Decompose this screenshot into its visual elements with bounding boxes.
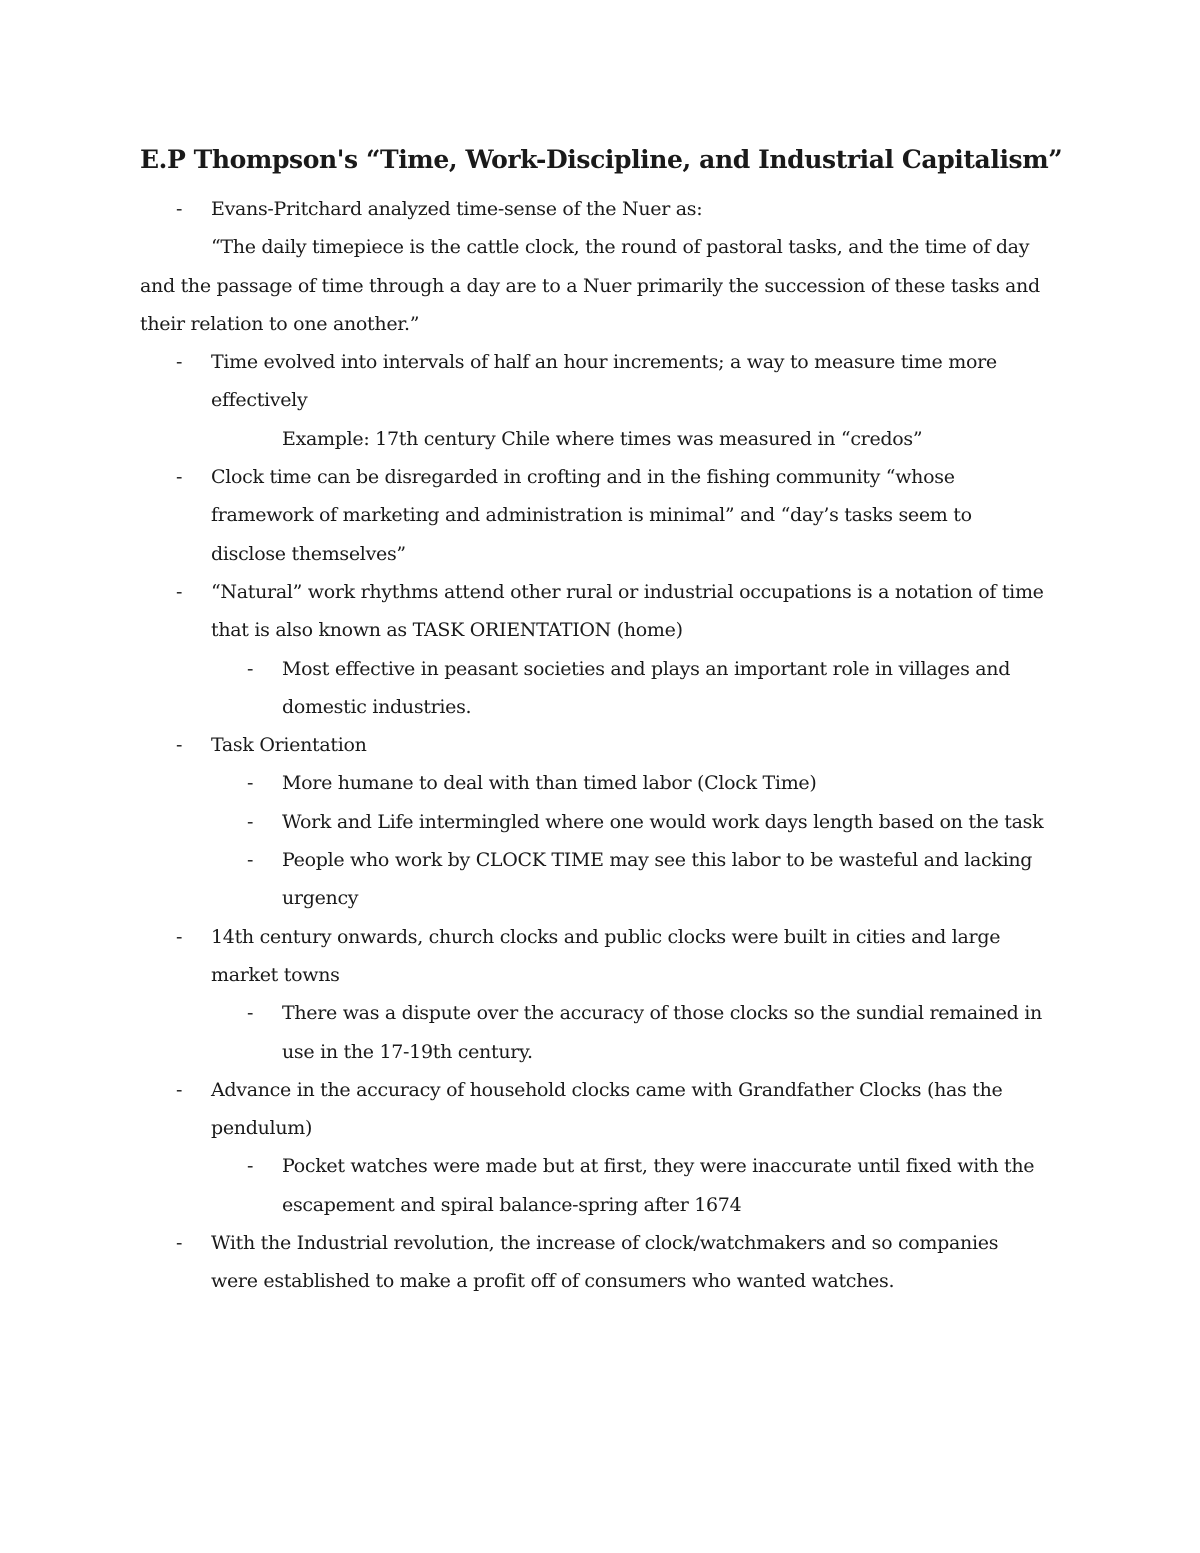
bullet-marker: - <box>247 849 254 872</box>
bullet-line <box>140 1071 1070 1109</box>
line-text: effectively <box>211 389 308 412</box>
bullet-marker: - <box>176 580 183 603</box>
bullet-marker: - <box>247 772 254 795</box>
line-text: There was a dispute over the accuracy of those clocks so the sundial remained in <box>282 1002 1042 1025</box>
line-text: Pocket watches were made but at first, they were inaccurate until fixed with the <box>282 1155 1035 1178</box>
bullet-marker: - <box>176 1232 183 1255</box>
line-text: More humane to deal with than timed labor (Clock Time) <box>282 772 817 795</box>
line-text: “The daily timepiece is the cattle clock, the round of pastoral tasks, and the time of day <box>211 236 1030 259</box>
bullet-marker: - <box>247 810 254 833</box>
line-text: 14th century onwards, church clocks and public clocks were built in cities and large <box>211 925 1001 948</box>
bullet-marker: - <box>247 1155 254 1178</box>
sub-bullet-line <box>140 764 1070 802</box>
bullet-marker: - <box>176 734 183 757</box>
continuation-line <box>140 879 1070 917</box>
line-text: use in the 17-19th century. <box>282 1040 533 1063</box>
bullet-marker: - <box>176 351 183 374</box>
line-text: Task Orientation <box>211 734 367 757</box>
bullet-line <box>140 573 1070 611</box>
bullet-line <box>140 726 1070 764</box>
line-text: Most effective in peasant societies and plays an important role in villages and <box>282 657 1011 680</box>
bullet-line <box>140 1224 1070 1262</box>
line-text: were established to make a profit off of consumers who wanted watches. <box>211 1270 895 1293</box>
sub-bullet-line <box>140 803 1070 841</box>
line-text: that is also known as TASK ORIENTATION (home) <box>211 619 683 642</box>
line-text: their relation to one another.” <box>140 312 420 335</box>
quote-line <box>140 267 1070 305</box>
continuation-line <box>140 381 1070 419</box>
line-text: Clock time can be disregarded in crofting and in the fishing community “whose <box>211 466 955 489</box>
line-text: Example: 17th century Chile where times was measured in “credos” <box>282 427 923 450</box>
bullet-line <box>140 458 1070 496</box>
line-text: Advance in the accuracy of household clocks came with Grandfather Clocks (has the <box>211 1078 1003 1101</box>
line-text: urgency <box>282 887 359 910</box>
bullet-marker: - <box>247 657 254 680</box>
line-text: pendulum) <box>211 1117 313 1140</box>
document-title: E.P Thompson's “Time, Work-Discipline, and Industrial Capitalism” <box>140 145 1063 174</box>
line-text: escapement and spiral balance-spring after 1674 <box>282 1193 742 1216</box>
bullet-marker: - <box>176 198 183 220</box>
sub-bullet-line <box>140 841 1070 879</box>
sub-bullet-line <box>140 650 1070 688</box>
line-text: and the passage of time through a day are to a Nuer primarily the succession of these tasks and <box>140 274 1040 297</box>
example-line <box>140 420 1070 458</box>
line-text: Time evolved into intervals of half an hour increments; a way to measure time more <box>211 351 997 374</box>
continuation-line <box>140 1109 1070 1147</box>
continuation-line <box>140 1262 1070 1300</box>
bullet-marker: - <box>176 925 183 948</box>
line-text: With the Industrial revolution, the increase of clock/watchmakers and so companies <box>211 1232 999 1255</box>
bullet-marker: - <box>176 466 183 489</box>
sub-bullet-line <box>140 1147 1070 1185</box>
line-text: framework of marketing and administration is minimal” and “day’s tasks seem to <box>211 504 972 527</box>
continuation-line <box>140 611 1070 649</box>
bullet-marker: - <box>176 1078 183 1101</box>
bullet-line <box>140 343 1070 381</box>
line-text: Work and Life intermingled where one would work days length based on the task <box>282 810 1044 833</box>
quote-line <box>140 305 1070 343</box>
continuation-line <box>140 535 1070 573</box>
line-text: People who work by CLOCK TIME may see this labor to be wasteful and lacking <box>282 849 1033 872</box>
quote-line <box>140 228 1070 266</box>
line-text: market towns <box>211 963 340 986</box>
bullet-line <box>140 190 1070 228</box>
line-text: “Natural” work rhythms attend other rural or industrial occupations is a notation of time <box>211 580 1044 603</box>
continuation-line <box>140 496 1070 534</box>
continuation-line <box>140 1186 1070 1224</box>
document-body <box>140 190 1070 1301</box>
line-text: domestic industries. <box>282 695 472 718</box>
sub-bullet-line <box>140 994 1070 1032</box>
bullet-marker: - <box>247 1002 254 1025</box>
bullet-line <box>140 918 1070 956</box>
continuation-line <box>140 956 1070 994</box>
line-text: disclose themselves” <box>211 542 406 565</box>
line-text: Evans-Pritchard analyzed time-sense of the Nuer as: <box>211 198 703 220</box>
continuation-line <box>140 1033 1070 1071</box>
continuation-line <box>140 688 1070 726</box>
